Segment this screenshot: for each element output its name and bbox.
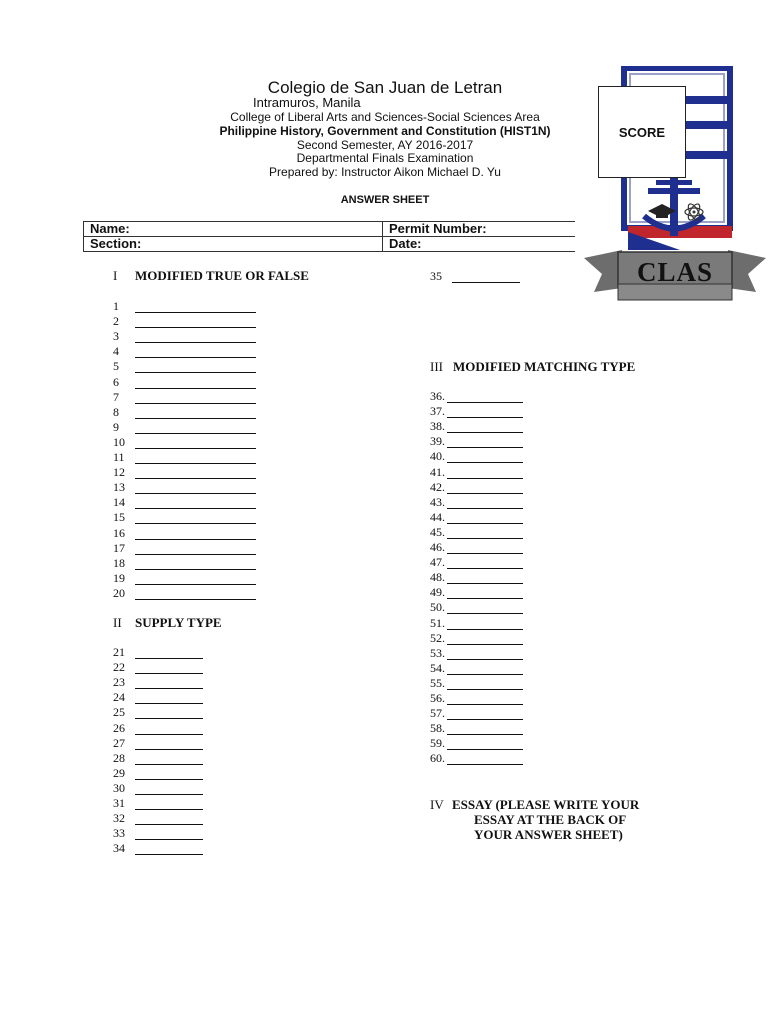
question-number: 46. (430, 540, 445, 554)
question-row (430, 751, 527, 766)
name-label: Name: (90, 221, 130, 236)
question-number: 11 (113, 450, 125, 464)
answer-blank[interactable] (135, 312, 256, 313)
exam-title: Departmental Finals Examination (296, 151, 474, 165)
question-row (430, 465, 527, 480)
question-row (430, 449, 527, 464)
answer-blank[interactable] (135, 357, 256, 358)
question-row (430, 706, 527, 721)
answer-blank[interactable] (135, 854, 203, 855)
question-row (113, 645, 207, 660)
question-row (113, 299, 260, 314)
question-number: 56. (430, 691, 445, 705)
question-number: 28 (113, 750, 125, 765)
answer-blank[interactable] (447, 749, 523, 750)
question-number: 4 (113, 344, 119, 359)
question-number: 48. (430, 570, 445, 585)
answer-blank[interactable] (135, 539, 256, 540)
question-number: 35 (430, 269, 442, 283)
answer-blank[interactable] (452, 282, 520, 283)
permit-label: Permit Number: (389, 221, 487, 236)
answer-blank[interactable] (447, 478, 523, 479)
answer-blank[interactable] (135, 584, 256, 585)
semester-text: Second Semester, AY 2016-2017 (296, 138, 474, 152)
question-number: 16 (113, 525, 125, 540)
question-number: 25 (113, 705, 125, 720)
question-row (113, 510, 260, 525)
question-row (430, 661, 527, 676)
question-number: 13 (113, 480, 125, 495)
question-row (430, 691, 527, 706)
answer-blank[interactable] (135, 658, 203, 659)
section-3-title (430, 359, 635, 375)
answer-blank[interactable] (135, 342, 256, 343)
answer-blank[interactable] (447, 447, 523, 448)
question-number: 49. (430, 585, 445, 600)
question-number: 23 (113, 675, 125, 690)
question-row (113, 841, 207, 856)
question-number: 10 (113, 434, 125, 449)
answer-blank[interactable] (135, 388, 256, 389)
date-label: Date: (389, 236, 422, 251)
prepared-by: Prepared by: Instructor Aikon Michael D. Yu (269, 165, 501, 179)
answer-blank[interactable] (135, 372, 256, 373)
question-number: 20 (113, 585, 125, 600)
answer-blank[interactable] (135, 418, 256, 419)
answer-blank[interactable] (447, 704, 523, 705)
answer-blank[interactable] (135, 794, 203, 795)
question-row (430, 540, 527, 555)
question-number: 53. (430, 645, 445, 660)
answer-blank[interactable] (447, 674, 523, 675)
question-row (430, 631, 527, 646)
question-number: 24 (113, 690, 125, 705)
answer-blank[interactable] (135, 688, 203, 689)
answer-blank[interactable] (135, 824, 203, 825)
answer-blank[interactable] (135, 734, 203, 735)
answer-sheet-title: ANSWER SHEET (340, 194, 430, 206)
question-row (430, 585, 527, 600)
section-2-title (113, 615, 222, 631)
question-row (113, 480, 260, 495)
question-number: 5 (113, 359, 119, 374)
question-number: 30 (113, 780, 125, 795)
score-label: SCORE (618, 124, 666, 140)
question-row (430, 269, 530, 284)
question-row (430, 404, 527, 419)
student-info-table (83, 221, 575, 252)
question-number: 44. (430, 509, 445, 524)
answer-blank[interactable] (135, 703, 203, 704)
answer-blank[interactable] (135, 493, 256, 494)
question-number: 8 (113, 404, 119, 419)
section-1-roman: I (113, 268, 118, 283)
question-number: 22 (113, 660, 125, 675)
question-row (430, 600, 527, 615)
name-field[interactable] (84, 222, 383, 237)
answer-blank[interactable] (447, 553, 523, 554)
question-row (430, 434, 527, 449)
question-number: 47. (430, 555, 445, 570)
question-row (430, 570, 527, 585)
answer-blank[interactable] (447, 402, 523, 403)
question-row (113, 359, 260, 374)
question-number: 27 (113, 735, 125, 750)
question-number: 29 (113, 765, 125, 780)
question-row (113, 314, 260, 329)
question-row (113, 390, 260, 405)
question-number: 6 (113, 374, 119, 389)
question-number: 59. (430, 736, 445, 751)
question-row (113, 329, 260, 344)
question-number: 7 (113, 389, 119, 404)
question-row (430, 676, 527, 691)
question-row (430, 495, 527, 510)
question-number: 50. (430, 600, 445, 615)
section-1-title (113, 268, 309, 284)
question-row (113, 736, 207, 751)
score-box (598, 86, 686, 178)
answer-blank[interactable] (447, 583, 523, 584)
question-row (113, 556, 260, 571)
answer-blank[interactable] (447, 523, 523, 524)
answer-blank[interactable] (447, 644, 523, 645)
answer-blank[interactable] (447, 538, 523, 539)
question-number: 18 (113, 555, 125, 570)
question-row (113, 660, 207, 675)
question-row (430, 419, 527, 434)
section-4-line-1: ESSAY (PLEASE WRITE YOUR (452, 797, 640, 812)
section-4-title (430, 797, 639, 812)
question-row (430, 480, 527, 495)
question-row (430, 525, 527, 540)
question-number: 34 (113, 841, 125, 856)
answer-blank[interactable] (135, 718, 203, 719)
answer-blank[interactable] (135, 839, 203, 840)
school-name: Colegio de San Juan de Letran (267, 78, 503, 97)
question-number: 45. (430, 524, 445, 539)
question-number: 41. (430, 464, 445, 479)
college-name: College of Liberal Arts and Sciences-Social Sciences Area (230, 110, 540, 124)
question-row (113, 721, 207, 736)
section-1-label: MODIFIED TRUE OR FALSE (135, 268, 309, 283)
question-row (113, 375, 260, 390)
section-4-line-2: ESSAY AT THE BACK OF (474, 812, 627, 827)
section-3-label: MODIFIED MATCHING TYPE (453, 359, 636, 374)
answer-blank[interactable] (447, 613, 523, 614)
answer-blank[interactable] (135, 764, 203, 765)
question-row (113, 811, 207, 826)
answer-blank[interactable] (135, 523, 256, 524)
question-row (113, 751, 207, 766)
section-4-roman: IV (430, 797, 444, 812)
course-title: Philippine History, Government and Constitution (HIST1N) (219, 124, 551, 138)
question-row (430, 510, 527, 525)
question-row (113, 705, 207, 720)
permit-field[interactable] (383, 222, 576, 237)
question-number: 40. (430, 449, 445, 464)
question-number: 54. (430, 660, 445, 675)
question-row (113, 450, 260, 465)
question-number: 9 (113, 419, 119, 434)
answer-blank[interactable] (135, 673, 203, 674)
question-row (430, 721, 527, 736)
question-number: 26 (113, 720, 125, 735)
question-number: 2 (113, 314, 119, 329)
answer-blank[interactable] (447, 764, 523, 765)
answer-blank[interactable] (135, 508, 256, 509)
answer-blank[interactable] (447, 568, 523, 569)
question-number: 1 (113, 299, 119, 313)
answer-blank[interactable] (447, 432, 523, 433)
answer-blank[interactable] (135, 327, 256, 328)
question-number: 38. (430, 419, 445, 434)
question-row (113, 405, 260, 420)
question-row (113, 526, 260, 541)
answer-blank[interactable] (135, 448, 256, 449)
question-number: 39. (430, 434, 445, 449)
answer-blank[interactable] (447, 417, 523, 418)
answer-blank[interactable] (135, 403, 256, 404)
question-number: 12 (113, 465, 125, 480)
answer-blank[interactable] (447, 462, 523, 463)
answer-blank[interactable] (135, 809, 203, 810)
question-number: 15 (113, 510, 125, 525)
question-row (113, 420, 260, 435)
question-number: 60. (430, 751, 445, 766)
answer-blank[interactable] (135, 463, 256, 464)
answer-blank[interactable] (135, 554, 256, 555)
answer-blank[interactable] (447, 629, 523, 630)
section-4-line-3: YOUR ANSWER SHEET) (474, 827, 623, 842)
question-number: 19 (113, 570, 125, 585)
answer-blank[interactable] (135, 599, 256, 600)
section-field[interactable] (84, 237, 383, 252)
question-number: 14 (113, 495, 125, 510)
section-label: Section: (90, 236, 142, 251)
section-4-line-3-wrap (474, 827, 623, 842)
question-number: 55. (430, 675, 445, 690)
question-row (113, 571, 260, 586)
question-row (113, 435, 260, 450)
answer-blank[interactable] (135, 569, 256, 570)
section-4-line-2-wrap (474, 812, 626, 827)
question-row (113, 796, 207, 811)
question-number: 3 (113, 329, 119, 344)
question-number: 33 (113, 826, 125, 841)
answer-blank[interactable] (447, 689, 523, 690)
answer-blank[interactable] (447, 659, 523, 660)
question-row (113, 344, 260, 359)
question-row (430, 389, 527, 404)
question-number: 42. (430, 479, 445, 494)
section-2-label: SUPPLY TYPE (135, 615, 222, 630)
question-row (113, 766, 207, 781)
question-number: 21 (113, 645, 125, 659)
question-number: 43. (430, 494, 445, 509)
question-number: 37. (430, 404, 445, 419)
question-row (113, 690, 207, 705)
section-2-roman: II (113, 615, 122, 630)
school-location: Intramuros, Manila (253, 95, 361, 110)
answer-blank[interactable] (447, 598, 523, 599)
answer-blank[interactable] (447, 508, 523, 509)
question-number: 17 (113, 540, 125, 555)
question-row (113, 781, 207, 796)
question-number: 36. (430, 389, 445, 403)
answer-blank[interactable] (135, 749, 203, 750)
question-row (113, 675, 207, 690)
question-row (430, 736, 527, 751)
answer-blank[interactable] (447, 493, 523, 494)
question-number: 32 (113, 811, 125, 826)
question-row (430, 646, 527, 661)
question-row (113, 495, 260, 510)
answer-blank[interactable] (135, 779, 203, 780)
question-row (430, 616, 527, 631)
logo-text: CLAS (636, 257, 714, 287)
question-number: 58. (430, 721, 445, 736)
date-field[interactable] (383, 237, 576, 252)
question-row (113, 586, 260, 601)
question-row (113, 826, 207, 841)
answer-blank[interactable] (135, 478, 256, 479)
answer-blank[interactable] (447, 719, 523, 720)
question-row (430, 555, 527, 570)
section-3-roman: III (430, 359, 443, 374)
answer-blank[interactable] (447, 734, 523, 735)
question-number: 31 (113, 796, 125, 810)
answer-blank[interactable] (135, 433, 256, 434)
question-row (113, 465, 260, 480)
question-number: 52. (430, 630, 445, 645)
question-row (113, 541, 260, 556)
question-number: 57. (430, 706, 445, 721)
question-number: 51. (430, 615, 445, 630)
